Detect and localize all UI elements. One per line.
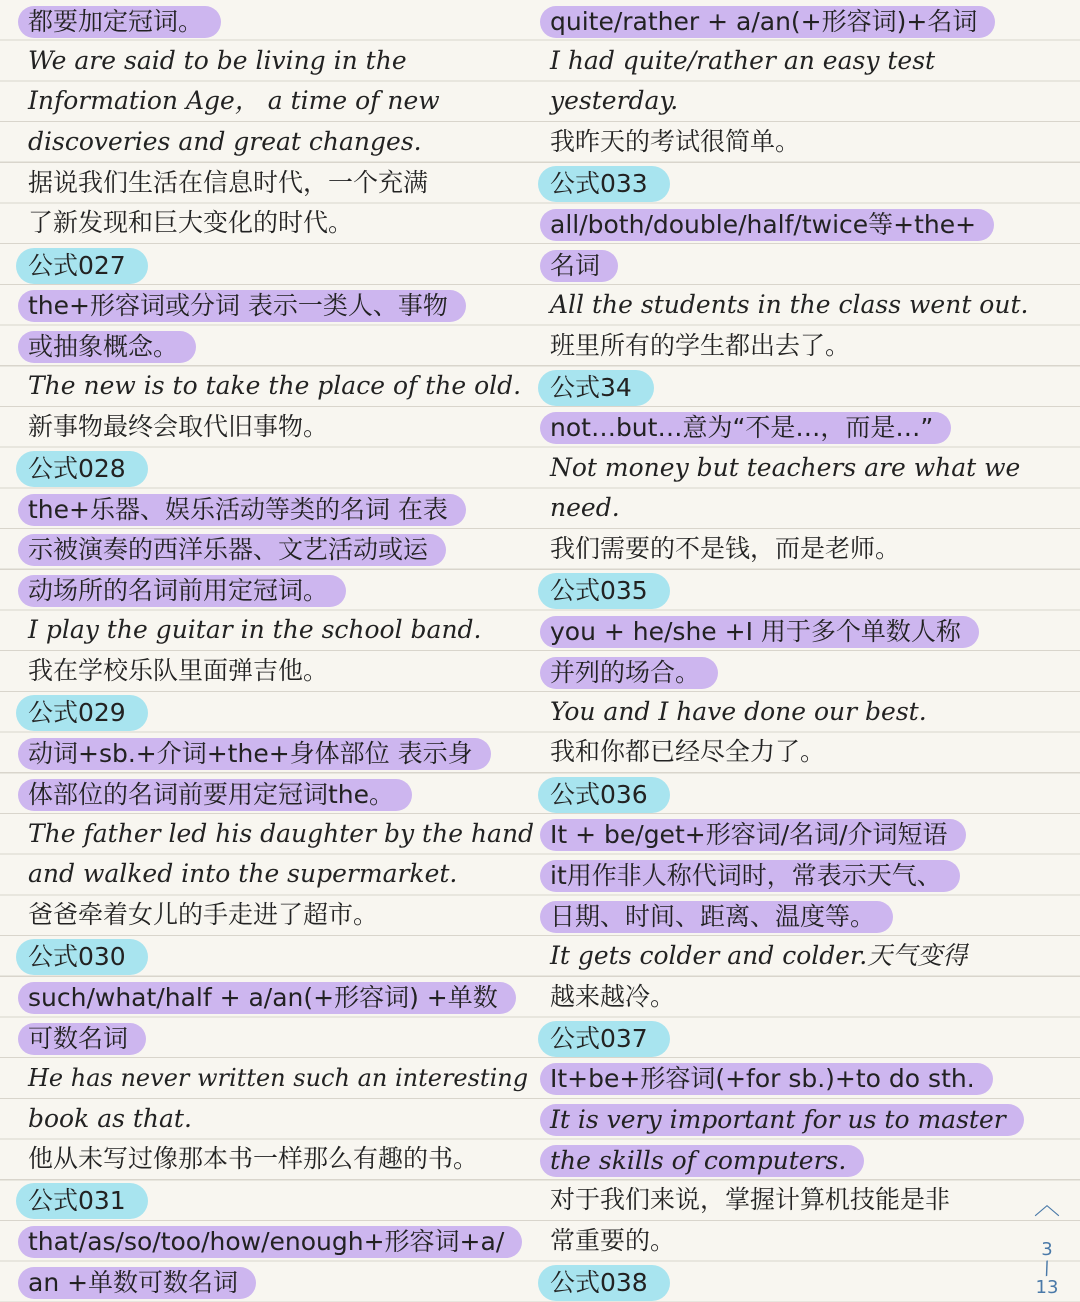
chinese-text: 越来越冷。 (550, 981, 676, 1011)
right-line (536, 610, 1036, 651)
highlighted-text: the+形容词或分词 表示一类人、事物 (18, 290, 466, 322)
chinese-text: 我和你都已经尽全力了。 (550, 737, 826, 767)
highlighted-text: 名词 (540, 250, 618, 282)
english-text: discoveries and great changes. (28, 127, 422, 157)
left-line (14, 1139, 534, 1180)
highlighted-text: 日期、时间、距离、温度等。 (540, 901, 893, 933)
english-text: Information Age， a time of new (28, 86, 440, 116)
english-text: You and I have done our best. (550, 696, 927, 726)
left-line (14, 448, 534, 489)
total-pages: 13 (1035, 1277, 1059, 1298)
highlighted-text: 或抽象概念。 (18, 331, 196, 363)
formula-label: 公式038 (538, 1265, 670, 1301)
left-line (14, 651, 534, 692)
chinese-text: 常重要的。 (550, 1225, 676, 1255)
left-line (14, 0, 534, 41)
chinese-text: 对于我们来说，掌握计算机技能是非 (550, 1184, 951, 1214)
right-line (536, 692, 1036, 733)
english-text: The new is to take the place of the old. (28, 371, 522, 401)
page-indicator[interactable] (1032, 1185, 1062, 1298)
highlighted-text: 都要加定冠词。 (18, 6, 221, 38)
right-line (536, 407, 1036, 448)
formula-label: 公式029 (16, 695, 148, 731)
page-separator: / (1041, 1257, 1053, 1280)
left-line (14, 407, 534, 448)
highlighted-text: 并列的场合。 (540, 657, 718, 689)
left-line (14, 1099, 534, 1140)
right-line (536, 773, 1036, 814)
highlighted-text: 体部位的名词前要用定冠词the。 (18, 779, 412, 811)
right-line (536, 1099, 1036, 1140)
right-line (536, 936, 1036, 977)
left-line (14, 1261, 534, 1302)
formula-label: 公式036 (538, 777, 670, 813)
left-line (14, 854, 534, 895)
right-line (536, 163, 1036, 204)
highlighted-text: quite/rather + a/an(+形容词)+名词 (540, 6, 995, 38)
right-line (536, 1221, 1036, 1262)
right-line (536, 0, 1036, 41)
chinese-text: 了新发现和巨大变化的时代。 (28, 208, 354, 238)
chinese-text: 新事物最终会取代旧事物。 (28, 411, 329, 441)
highlighted-text: 示被演奏的西洋乐器、文艺活动或运 (18, 534, 446, 566)
left-column (14, 0, 534, 1302)
right-line (536, 1261, 1036, 1302)
chinese-text: 我在学校乐队里面弹吉他。 (28, 656, 329, 685)
formula-label: 公式030 (16, 939, 148, 975)
left-line (14, 1017, 534, 1058)
formula-label: 公式037 (538, 1021, 670, 1057)
left-line (14, 814, 534, 855)
english-text: and walked into the supermarket. (28, 859, 458, 889)
highlighted-text: all/both/double/half/twice等+the+ (540, 209, 994, 241)
english-text: Not money but teachers are what we (550, 452, 1021, 482)
english-text: It gets colder and colder.天气变得 (550, 940, 968, 970)
right-line (536, 285, 1036, 326)
highlighted-text: you + he/she +I 用于多个单数人称 (540, 616, 979, 648)
left-line (14, 326, 534, 367)
current-page: 3 (1041, 1239, 1053, 1260)
left-line (14, 692, 534, 733)
right-line (536, 732, 1036, 773)
left-line (14, 122, 534, 163)
english-text: The father led his daughter by the hand (28, 818, 535, 848)
left-line (14, 1058, 534, 1099)
highlighted-text: 动词+sb.+介词+the+身体部位 表示身 (18, 738, 491, 770)
left-line (14, 773, 534, 814)
formula-label: 公式033 (538, 166, 670, 202)
chinese-text: 据说我们生活在信息时代，一个充满 (28, 167, 429, 197)
right-line (536, 977, 1036, 1018)
left-line (14, 570, 534, 611)
english-text: We are said to be living in the (28, 45, 407, 75)
left-line (14, 732, 534, 773)
formula-label: 公式34 (538, 370, 654, 406)
english-text: I play the guitar in the school band. (28, 615, 482, 645)
left-line (14, 163, 534, 204)
highlighted-text: the skills of computers. (540, 1145, 864, 1177)
left-line (14, 244, 534, 285)
left-line (14, 936, 534, 977)
chinese-text: 班里所有的学生都出去了。 (550, 330, 851, 360)
english-text: He has never written such an interesting (28, 1063, 529, 1092)
left-line (14, 488, 534, 529)
highlighted-text: 可数名词 (18, 1023, 146, 1055)
highlighted-text: not…but…意为“不是…，而是…” (540, 412, 951, 444)
right-line (536, 895, 1036, 936)
chinese-text: 我们需要的不是钱，而是老师。 (550, 533, 901, 563)
chevron-up-icon[interactable]: ︿ (1033, 1191, 1060, 1221)
highlighted-text: such/what/half + a/an(+形容词) +单数 (18, 982, 516, 1014)
right-line (536, 1058, 1036, 1099)
left-line (14, 1221, 534, 1262)
highlighted-text: It + be/get+形容词/名词/介词短语 (540, 819, 966, 851)
left-line (14, 529, 534, 570)
highlighted-text: it用作非人称代词时，常表示天气、 (540, 860, 960, 892)
english-text: need. (550, 493, 620, 523)
chinese-text: 爸爸牵着女儿的手走进了超市。 (28, 900, 379, 930)
formula-label: 公式027 (16, 248, 148, 284)
right-line (536, 81, 1036, 122)
left-line (14, 203, 534, 244)
english-text: book as that. (28, 1103, 192, 1133)
right-line (536, 529, 1036, 570)
left-line (14, 895, 534, 936)
right-line (536, 448, 1036, 489)
right-line (536, 1017, 1036, 1058)
highlighted-text: 动场所的名词前用定冠词。 (18, 575, 346, 607)
left-line (14, 285, 534, 326)
right-line (536, 1139, 1036, 1180)
right-line (536, 122, 1036, 163)
right-line (536, 570, 1036, 611)
highlighted-text: It is very important for us to master (540, 1104, 1024, 1136)
left-line (14, 977, 534, 1018)
left-line (14, 610, 534, 651)
left-line (14, 1180, 534, 1221)
left-line (14, 366, 534, 407)
right-line (536, 488, 1036, 529)
english-text: I had quite/rather an easy test (550, 45, 936, 75)
highlighted-text: an +单数可数名词 (18, 1267, 256, 1299)
highlighted-text: that/as/so/too/how/enough+形容词+a/ (18, 1226, 522, 1258)
right-line (536, 244, 1036, 285)
formula-label: 公式028 (16, 451, 148, 487)
english-text: All the students in the class went out. (550, 289, 1029, 319)
highlighted-text: It+be+形容词(+for sb.)+to do sth. (540, 1063, 993, 1095)
right-line (536, 651, 1036, 692)
right-line (536, 366, 1036, 407)
english-text: yesterday. (550, 86, 679, 116)
left-line (14, 81, 534, 122)
right-line (536, 854, 1036, 895)
right-line (536, 203, 1036, 244)
right-column (536, 0, 1036, 1302)
chinese-text: 他从未写过像那本书一样那么有趣的书。 (28, 1144, 479, 1174)
formula-label: 公式031 (16, 1183, 148, 1219)
right-line (536, 814, 1036, 855)
left-line (14, 41, 534, 82)
right-line (536, 326, 1036, 367)
formula-label: 公式035 (538, 573, 670, 609)
right-line (536, 1180, 1036, 1221)
right-line (536, 41, 1036, 82)
chinese-text: 我昨天的考试很简单。 (550, 127, 801, 157)
highlighted-text: the+乐器、娱乐活动等类的名词 在表 (18, 494, 466, 526)
